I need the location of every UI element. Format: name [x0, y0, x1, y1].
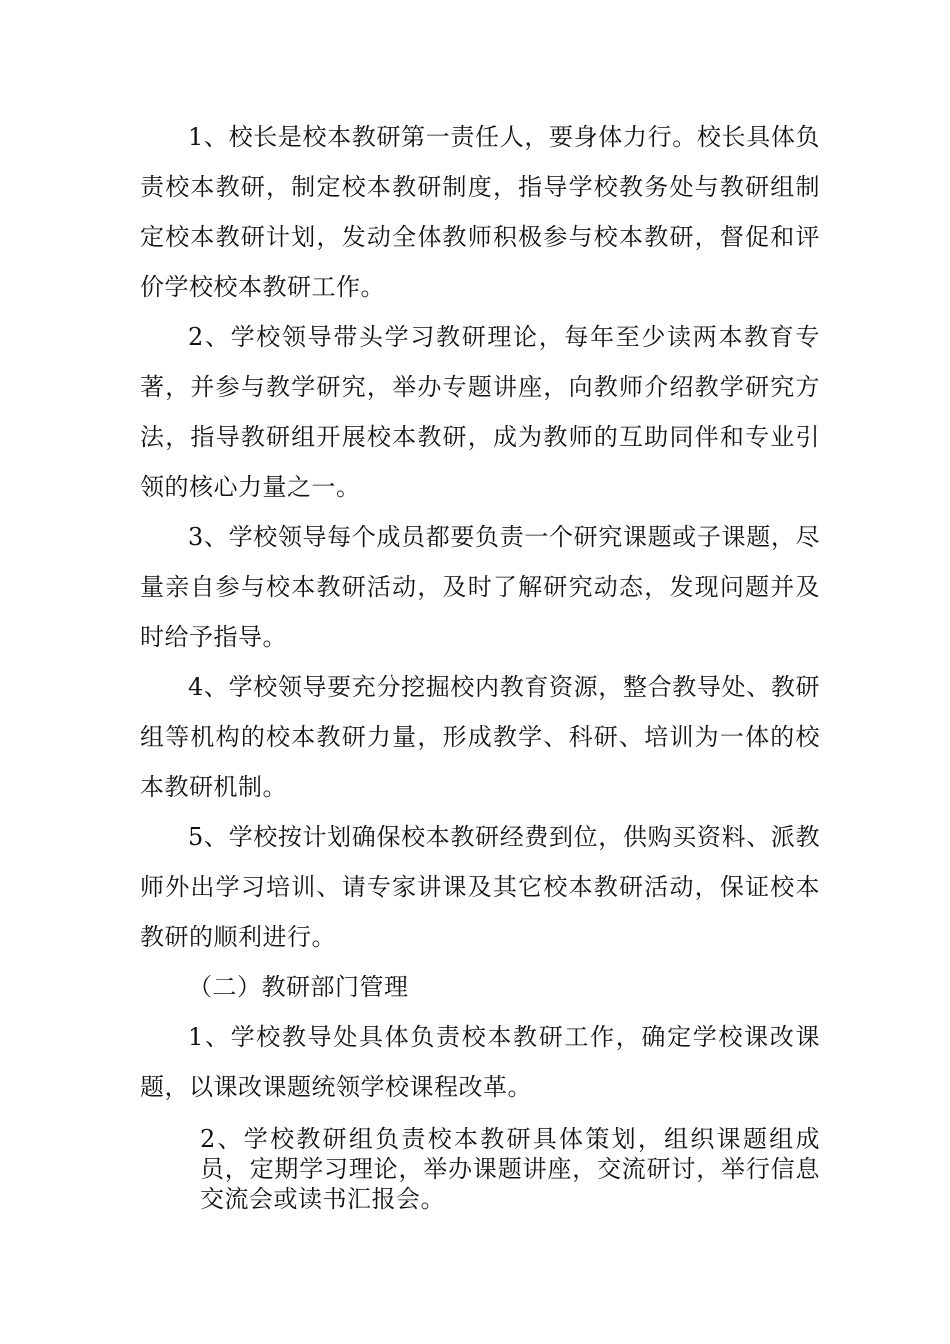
section-heading: （二）教研部门管理	[188, 973, 409, 1001]
paragraph-5: 5、学校按计划确保校本教研经费到位，供购买资料、派教师外出学习培训、请专家讲课及其它校本教研活动，保证校本教研的顺利进行。	[140, 823, 820, 951]
paragraph-2: 2、学校领导带头学习教研理论，每年至少读两本教育专著，并参与教学研究，举办专题讲座，向教师介绍教学研究方法，指导教研组开展校本教研，成为教师的互助同伴和专业引领的核心力量之一。	[140, 323, 820, 501]
paragraph-3: 3、学校领导每个成员都要负责一个研究课题或子课题，尽量亲自参与校本教研活动，及时了解研究动态，发现问题并及时给予指导。	[140, 523, 820, 651]
paragraph-1: 1、校长是校本教研第一责任人，要身体力行。校长具体负责校本教研，制定校本教研制度，指导学校教务处与教研组制定校本教研计划，发动全体教师积极参与校本教研，督促和评价学校校本教研工作。	[140, 123, 820, 301]
section-paragraph-1: 1、学校教导处具体负责校本教研工作，确定学校课改课题，以课改课题统领学校课程改革。	[140, 1023, 820, 1101]
paragraph-4: 4、学校领导要充分挖掘校内教育资源，整合教导处、教研组等机构的校本教研力量，形成教学、科研、培训为一体的校本教研机制。	[140, 673, 820, 801]
section-paragraph-2: 2、学校教研组负责校本教研具体策划，组织课题组成员，定期学习理论，举办课题讲座，交流研讨，举行信息交流会或读书汇报会。	[200, 1125, 820, 1213]
